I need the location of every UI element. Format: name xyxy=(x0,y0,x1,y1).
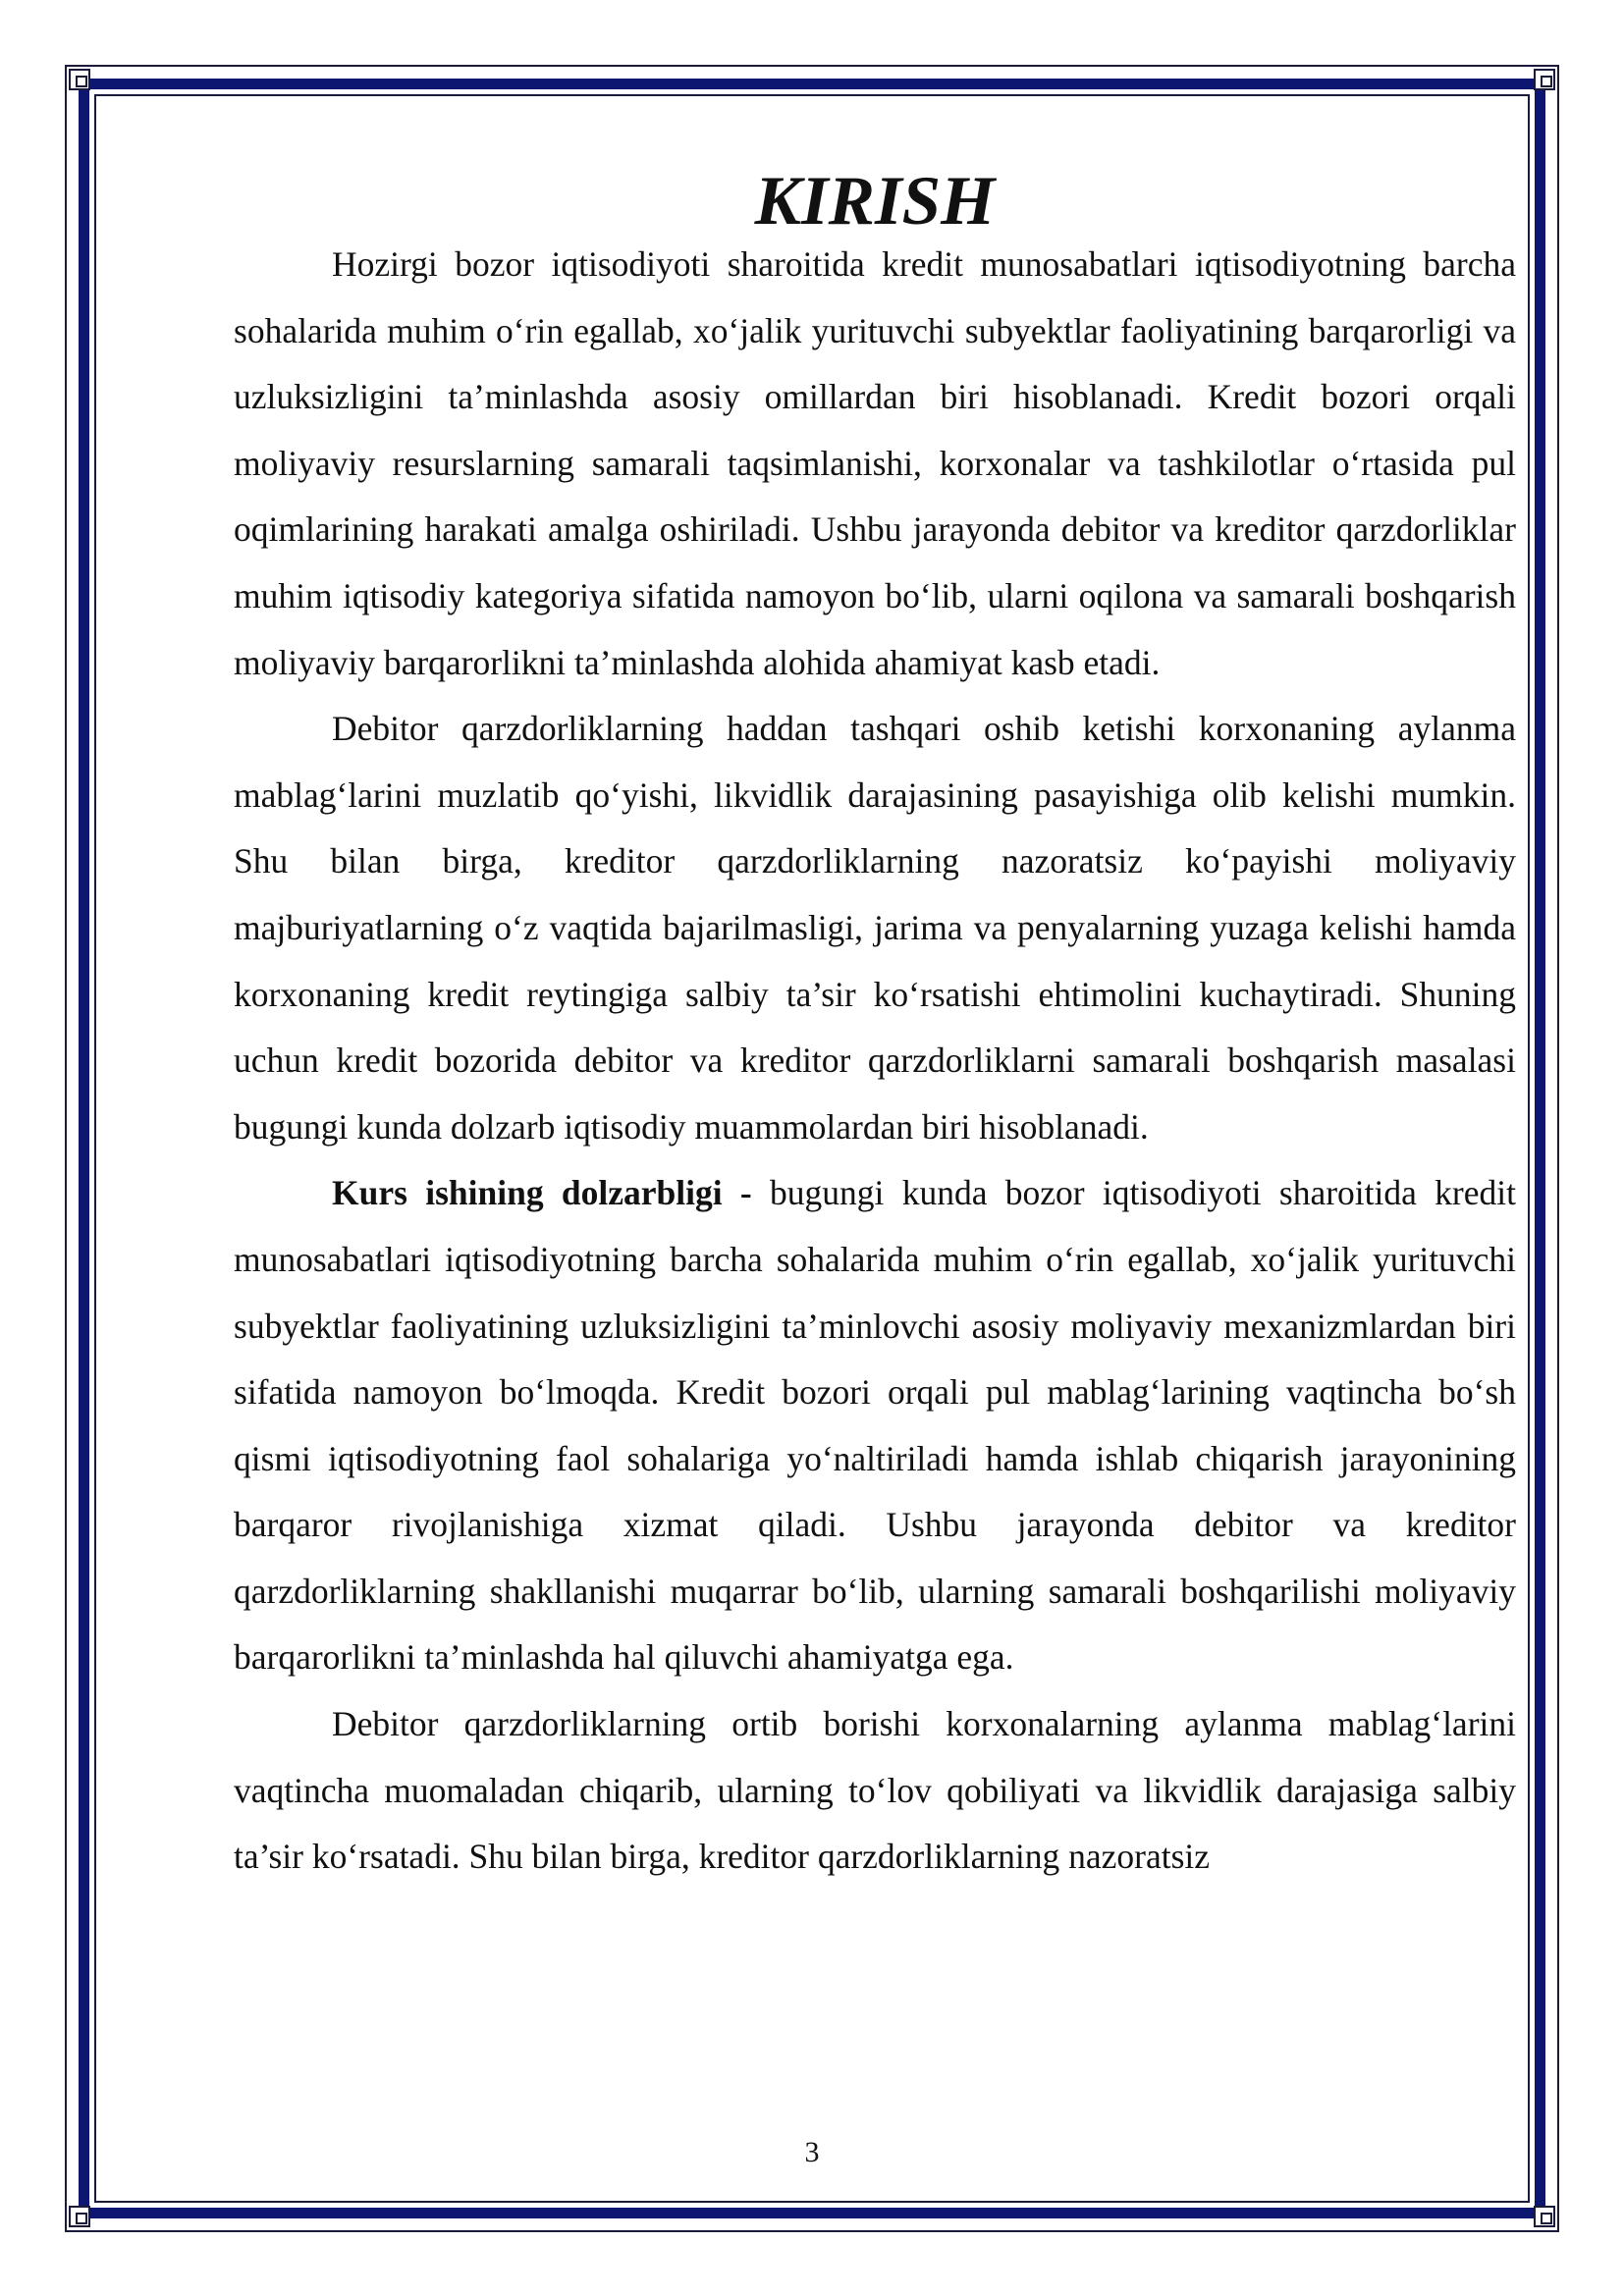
paragraph-text: bugungi kunda bozor iqtisodiyoti sharoitida kredit munosabatlari iqtisodiyotning barcha sohalarida muhim o‘rin egallab, xo‘jalik yurituvchi subyektlar faoliyatining uzluksizligini ta’minlovchi asosiy moliyaviy mexanizmlardan biri sifatida namoyon bo‘lmoqda. Kredit bozori orqali pul mablag‘larining vaqtincha bo‘sh qismi iqtisodiyotning faol sohalariga yo‘naltiriladi hamda ishlab chiqarish jarayonining barqaror rivojlanishiga xizmat qiladi. Ushbu jarayonda debitor va kreditor qarzdorliklarning shakllanishi muqarrar bo‘lib, ularning samarali boshqarilishi moliyaviy barqarorlikni ta’minlashda hal qiluvchi ahamiyatga ega. xyxy=(234,1173,1516,1678)
paragraph xyxy=(234,1691,1516,1891)
paragraph-text: Debitor qarzdorliklarning ortib borishi korxonalarning aylanma mablag‘larini vaqtincha muomaladan chiqarib, ularning to‘lov qobiliyati va likvidlik darajasiga salbiy ta’sir ko‘rsatadi. Shu bilan birga, kreditor qarzdorliklarning nazoratsiz xyxy=(234,1704,1516,1877)
page-number: 3 xyxy=(804,2136,820,2168)
section-title: KIRISH xyxy=(754,163,996,240)
frame-corner-ornament xyxy=(69,2206,90,2227)
paragraph-text: Debitor qarzdorliklarning haddan tashqari oshib ketishi korxonaning aylanma mablag‘larini muzlatib qo‘yishi, likvidlik darajasining pasayishiga olib kelishi mumkin. Shu bilan birga, kreditor qarzdorliklarning nazoratsiz ko‘payishi moliyaviy majburiyatlarning o‘z vaqtida bajarilmasligi, jarima va penyalarning yuzaga kelishi hamda korxonaning kredit reytingiga salbiy ta’sir ko‘rsatishi ehtimolini kuchaytiradi. Shuning uchun kredit bozorida debitor va kreditor qarzdorliklarni samarali boshqarish masalasi bugungi kunda dolzarb iqtisodiy muammolardan biri hisoblanadi. xyxy=(234,709,1516,1147)
paragraph-text: Hozirgi bozor iqtisodiyoti sharoitida kredit munosabatlari iqtisodiyotning barcha sohalarida muhim o‘rin egallab, xo‘jalik yurituvchi subyektlar faoliyatining barqarorligi va uzluksizligini ta’minlashda asosiy omillardan biri hisoblanadi. Kredit bozori orqali moliyaviy resurslarning samarali taqsimlanishi, korxonalar va tashkilotlar o‘rtasida pul oqimlarining harakati amalga oshiriladi. Ushbu jarayonda debitor va kreditor qarzdorliklar muhim iqtisodiy kategoriya sifatida namoyon bo‘lib, ularni oqilona va samarali boshqarish moliyaviy barqarorlikni ta’minlashda alohida ahamiyat kasb etadi. xyxy=(234,244,1516,682)
document-body xyxy=(234,163,1516,1891)
paragraph xyxy=(234,696,1516,1160)
paragraph xyxy=(234,1160,1516,1691)
paragraph xyxy=(234,232,1516,696)
paragraph-lead: Kurs ishining dolzarbligi - xyxy=(332,1173,752,1213)
frame-corner-ornament xyxy=(69,69,90,90)
frame-corner-ornament xyxy=(1534,69,1555,90)
frame-corner-ornament xyxy=(1534,2206,1555,2227)
